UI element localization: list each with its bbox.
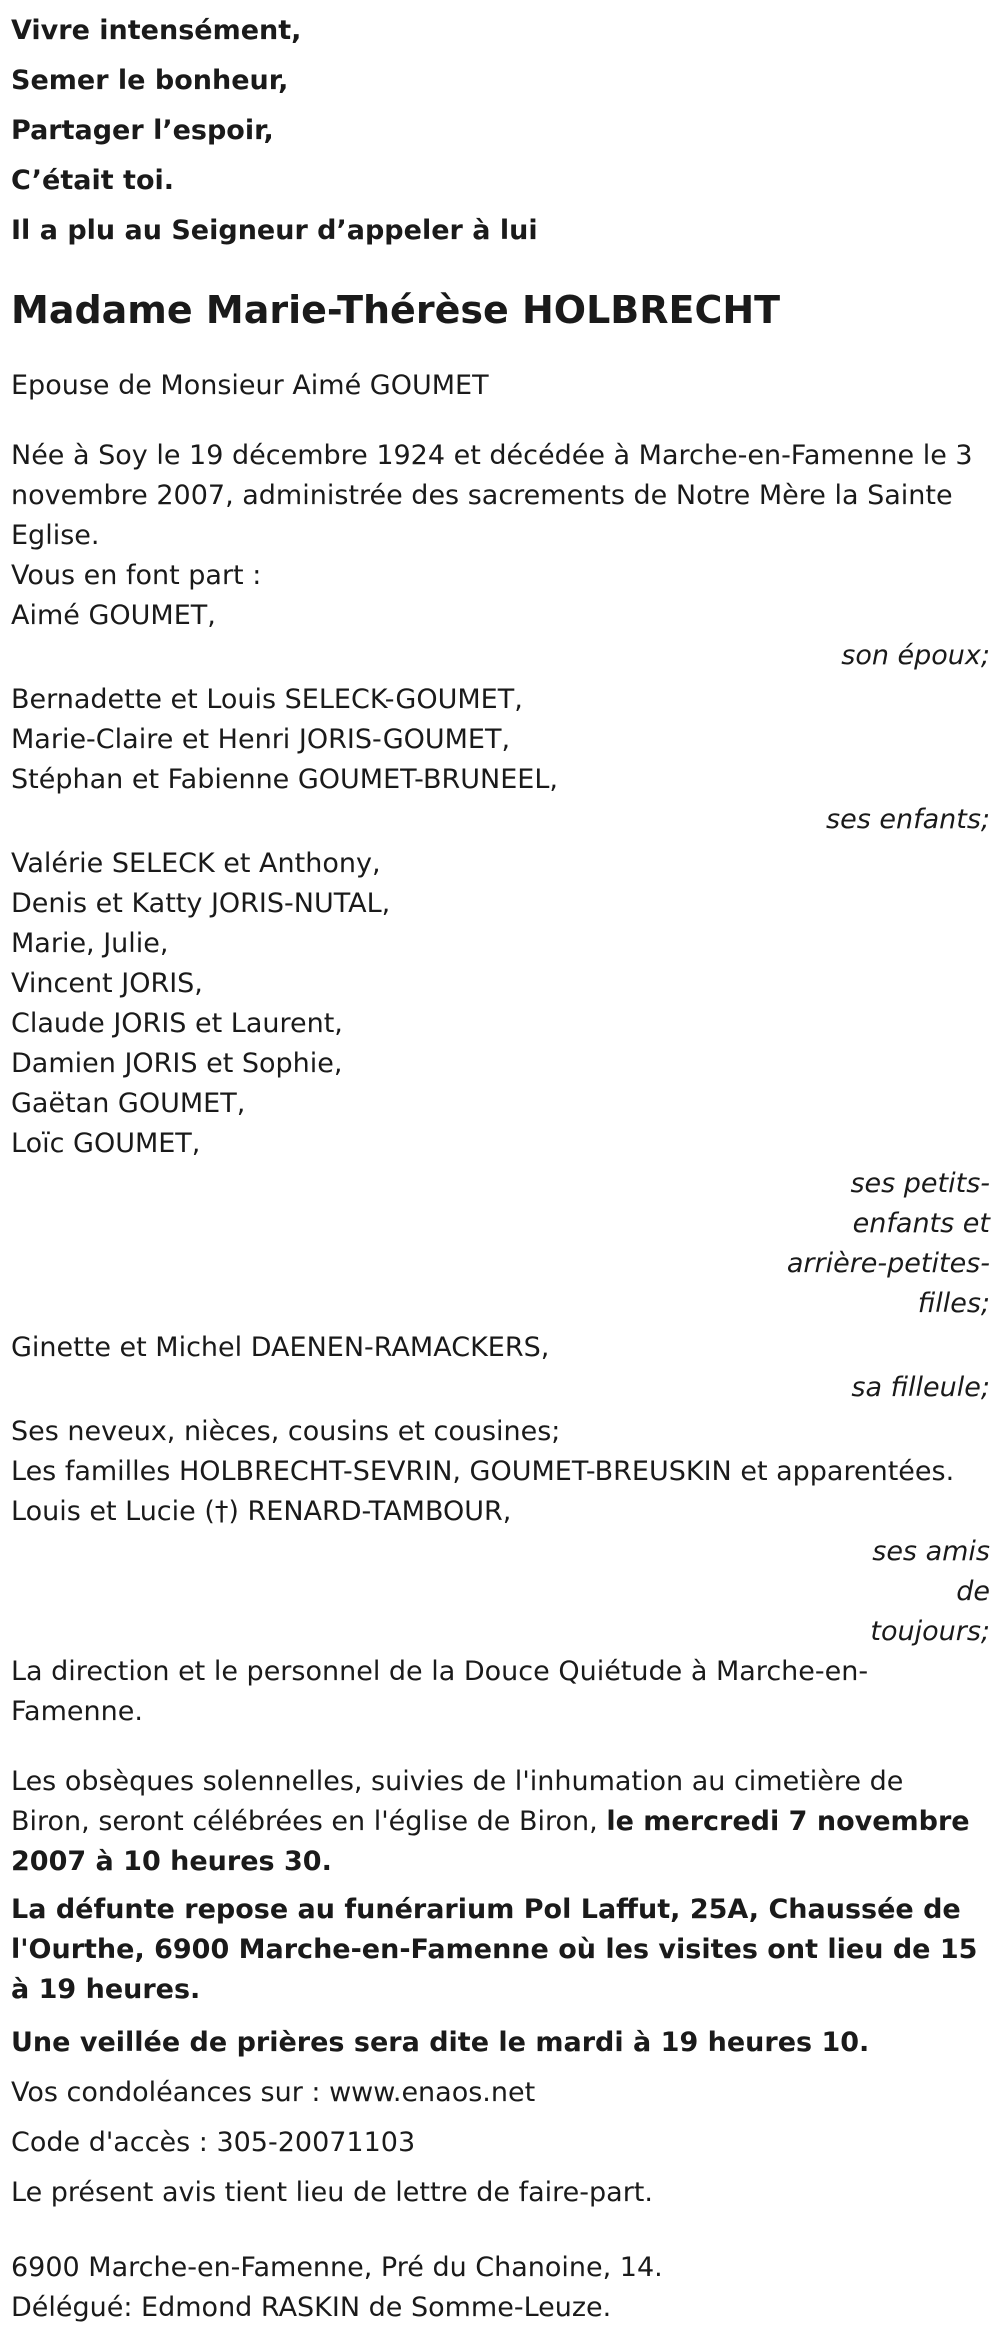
condolences-line: Vos condoléances sur : www.enaos.net (11, 2077, 536, 2108)
funeral-date: le mercredi 7 novembre 2007 à 10 heures 30. (11, 1806, 970, 1877)
family-group-friends (11, 1412, 990, 1652)
verse-line: Partager l’espoir, (11, 115, 274, 146)
direction-line: La direction et le personnel de la Douce Quiétude à Marche-en-Famenne. (11, 1656, 869, 1727)
family-member: Vincent JORIS, (11, 968, 203, 999)
funeral-details (11, 1762, 990, 1882)
family-member: Marie-Claire et Henri JORIS-GOUMET, (11, 724, 511, 755)
family-member: Louis et Lucie (†) RENARD-TAMBOUR, (11, 1496, 512, 1527)
family-member: Ginette et Michel DAENEN-RAMACKERS, (11, 1332, 550, 1363)
family-member: Stéphan et Fabienne GOUMET-BRUNEEL, (11, 764, 558, 795)
family-role: sa filleule; (851, 1372, 990, 1403)
verse-line: Vivre intensément, (11, 15, 302, 46)
family-member: Valérie SELECK et Anthony, (11, 848, 381, 879)
vigil-line (11, 2018, 990, 2068)
family-role: ses amis de toujours; (870, 1536, 990, 1647)
address-line: 6900 Marche-en-Famenne, Pré du Chanoine, 14. (11, 2252, 663, 2283)
family-member: Aimé GOUMET, (11, 600, 216, 631)
rest-location (11, 1890, 990, 2010)
rest-text: La défunte repose au funérarium Pol Laffut, 25A, Chaussée de l'Ourthe, 6900 Marche-en-Famenne où les visites ont lieu de 15 à 19 heures. (11, 1894, 978, 2005)
verse-line: C’était toi. (11, 165, 175, 196)
biography: Née à Soy le 19 décembre 1924 et décédée à Marche-en-Famenne le 3 novembre 2007, administrée des sacrements de Notre Mère la Sainte Eglise. (11, 440, 973, 551)
family-member: Gaëtan GOUMET, (11, 1088, 246, 1119)
verse-line: Il a plu au Seigneur d’appeler à lui (11, 215, 538, 246)
family-member: Damien JORIS et Sophie, (11, 1048, 343, 1079)
family-group-children (11, 680, 990, 840)
access-code-line: Code d'accès : 305-20071103 (11, 2127, 416, 2158)
family-member: Loïc GOUMET, (11, 1128, 201, 1159)
funeral-text: Les obsèques solennelles, suivies de l'inhumation au cimetière de Biron, seront célébrées en l'église de Biron, (11, 1766, 904, 1837)
family-role: ses petits-enfants et arrière-petites-filles; (786, 1168, 990, 1319)
family-group-spouse (11, 596, 990, 676)
family-role: son époux; (841, 640, 990, 671)
family-member: Denis et Katty JORIS-NUTAL, (11, 888, 391, 919)
verse-block (11, 6, 990, 256)
notice-line: Le présent avis tient lieu de lettre de faire-part. (11, 2177, 653, 2208)
family-role: ses enfants; (826, 804, 990, 835)
family-member: Marie, Julie, (11, 928, 169, 959)
verse-line: Semer le bonheur, (11, 65, 289, 96)
spouse-line: Epouse de Monsieur Aimé GOUMET (11, 370, 489, 401)
delegate-line: Délégué: Edmond RASKIN de Somme-Leuze. (11, 2292, 612, 2323)
family-group-goddaughter (11, 1328, 990, 1408)
family-member: Les familles HOLBRECHT-SEVRIN, GOUMET-BREUSKIN et apparentées. (11, 1456, 955, 1487)
family-member: Ses neveux, nièces, cousins et cousines; (11, 1416, 561, 1447)
vigil-text: Une veillée de prières sera dite le mardi à 19 heures 10. (11, 2027, 870, 2058)
family-member: Bernadette et Louis SELECK-GOUMET, (11, 684, 523, 715)
deceased-name: Madame Marie-Thérèse HOLBRECHT (11, 288, 781, 332)
intro-line: Vous en font part : (11, 560, 262, 591)
family-member: Claude JORIS et Laurent, (11, 1008, 343, 1039)
family-group-grandchildren (11, 844, 990, 1324)
